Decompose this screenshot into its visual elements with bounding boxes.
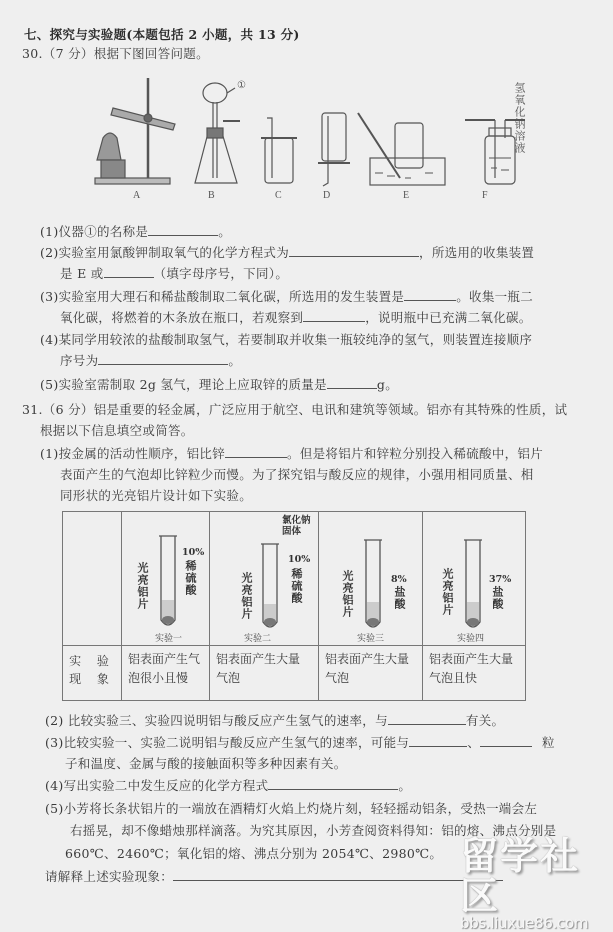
q31-explain: 请解释上述实验现象： [45,869,503,885]
answer-blank[interactable] [98,353,228,365]
apparatus-diagram-icon [85,78,525,206]
answer-blank[interactable] [173,869,503,881]
q30-part1: (1)仪器①的名称是 。 [40,224,232,239]
answer-blank[interactable] [225,446,287,458]
q30-part3-cont: 氧化碳，将燃着的木条放在瓶口，若观察到 ，说明瓶中已充满二氧化碳。 [60,310,532,325]
watermark-brand: 留学社区 [460,834,581,918]
observation-2: 铝表面产生大量 气泡 [210,646,319,701]
q30-stem: 30.（7 分）根据下图回答问题。 [22,46,209,61]
q31-part1-line2: 表面产生的气泡却比锌粒少而慢。为了探究铝与酸反应的规律，小强用相同质量、相 [60,467,534,482]
label-c: C [275,190,282,201]
answer-blank[interactable] [303,310,365,322]
q31-part5-line1: (5)小芳将长条状铝片的一端放在酒精灯火焰上灼烧片刻，轻轻摇动铝条，受热一端会左 [45,801,538,816]
answer-blank[interactable] [388,713,466,725]
q31-part5-line2: 右摇晃，却不像蜡烛那样滴落。为究其原因，小芳查阅资料得知：铝的熔、沸点分别是 [70,823,557,838]
experiment-table [62,511,526,701]
test-tube-icon [361,538,385,632]
q31-part1: (1)按金属的活动性顺序，铝比锌 。但是将铝片和锌粒分别投入稀硫酸中，铝片 [40,446,544,461]
answer-blank[interactable] [327,377,377,389]
row-header-observation: 实 验 现 象 [63,646,122,701]
observation-3: 铝表面产生大量 气泡 [319,646,423,701]
test-tube-icon [461,538,485,632]
q30-part3: (3)实验室用大理石和稀盐酸制取二氧化碳，所选用的发生装置是 。收集一瓶二 [40,289,534,304]
answer-blank[interactable] [404,289,456,301]
label-b: B [208,190,215,201]
q30-part4: (4)某同学用较浓的盐酸制取氢气，若要制取并收集一瓶较纯净的氢气，则装置连接顺序 [40,332,533,347]
watermark-url: bbs.liuxue86.com [460,914,589,932]
test-tube-icon [156,534,180,630]
q31-part3: (3)比较实验一、实验二说明铝与酸反应产生氢气的速率，可能与 、 粒 [45,735,555,750]
q31-part2: (2) 比较实验三、实验四说明铝与酸反应产生氢气的速率，与 有关。 [45,713,505,728]
label-f: F [482,190,488,201]
empty-header-cell [63,512,122,646]
label-e: E [403,190,410,201]
q30-part4-cont: 序号为 。 [60,353,242,368]
experiment-2-cell: 光亮铝片 10% 稀硫酸 氯化钠固体 实验二 [210,512,319,646]
test-tube-icon [258,542,282,632]
answer-blank[interactable] [480,735,532,747]
q31-part4: (4)写出实验二中发生反应的化学方程式 。 [45,778,412,793]
experiment-1-cell: 光亮铝片 10% 稀硫酸 实验一 [122,512,210,646]
answer-blank[interactable] [268,778,398,790]
apparatus-figure [85,78,525,206]
label-d: D [323,190,331,201]
q30-part2-cont: 是 E 或 （填字母序号，下同）。 [60,266,289,281]
q31-part1-line3: 同形状的光亮铝片设计如下实验。 [60,488,253,503]
label-a: A [133,190,141,201]
q30-part5: (5)实验室需制取 2g 氢气，理论上应取锌的质量是 g。 [40,377,399,392]
q30-part2: (2)实验室用氯酸钾制取氧气的化学方程式为 ，所选用的收集装置 [40,245,535,260]
q31-stem-cont: 根据以下信息填空或简答。 [40,423,194,438]
q31-part3-cont: 子和温度、金属与酸的接触面积等多种因素有关。 [65,756,347,771]
experiment-3-cell: 光亮铝片 8% 盐酸 实验三 [319,512,423,646]
experiment-4-cell: 光亮铝片 37% 盐酸 实验四 [423,512,526,646]
q31-part5-line3: 660℃、2460℃；氧化铝的熔、沸点分别为 2054℃、2980℃。 [65,846,443,861]
observation-4: 铝表面产生大量 气泡且快 [423,646,526,701]
q31-stem: 31.（6 分）铝是重要的轻金属，广泛应用于航空、电讯和建筑等领域。铝亦有其特殊的性质，试 [22,402,568,417]
naoh-label: 氢氧化钠溶液 [513,82,526,154]
answer-blank[interactable] [409,735,467,747]
watermark [460,836,613,932]
answer-blank[interactable] [148,224,218,236]
section-title: 七、探究与实验题(本题包括 2 小题，共 13 分) [24,27,300,42]
answer-blank[interactable] [104,266,154,278]
marker-1: ① [237,80,246,91]
answer-blank[interactable] [289,245,419,257]
observation-1: 铝表面产生气 泡很小且慢 [122,646,210,701]
